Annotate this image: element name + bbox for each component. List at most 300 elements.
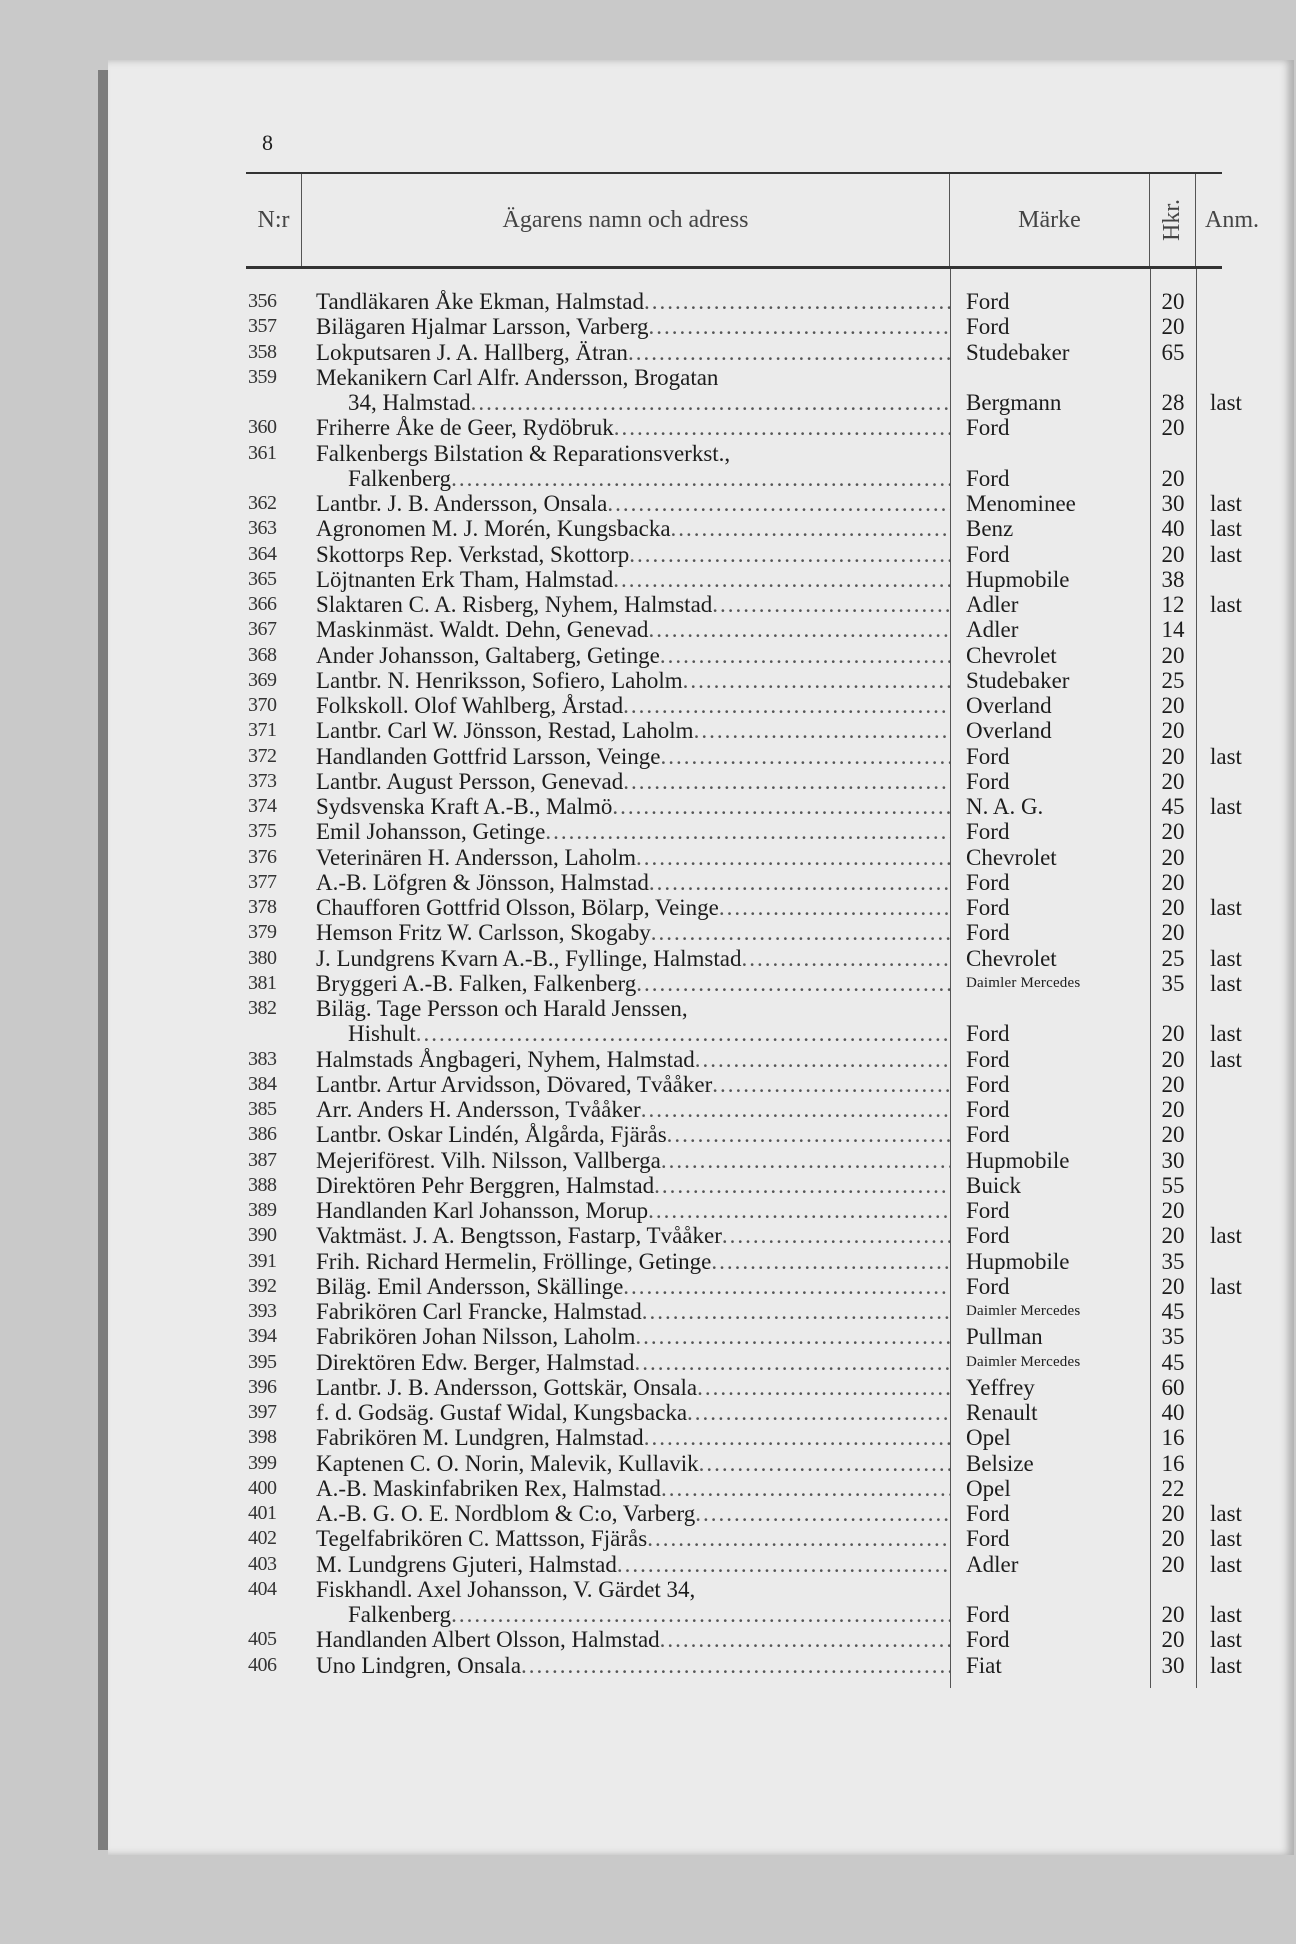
owner-name-address [302, 592, 950, 617]
leader-dots [629, 542, 950, 567]
owner-name-text: Skottorps Rep. Verkstad, Skottorp [316, 541, 630, 567]
owner-name-address [302, 1097, 950, 1122]
owner-name-text: Handlanden Albert Olsson, Halmstad [316, 1627, 660, 1653]
owner-name-address [302, 617, 950, 642]
owner-name-text: Ander Johansson, Galtaberg, Getinge [316, 642, 660, 668]
horsepower: 20 [1161, 1198, 1185, 1223]
owner-name-address [302, 390, 950, 415]
row-number: 403 [248, 1552, 277, 1575]
leader-dots [614, 415, 950, 440]
car-make: Ford [966, 768, 1010, 794]
leader-dots [623, 1274, 950, 1299]
remark: last [1210, 895, 1242, 920]
row-number: 398 [248, 1426, 277, 1449]
row-number: 397 [248, 1401, 277, 1423]
table-row [246, 1476, 1222, 1501]
header-hp [1150, 174, 1196, 266]
car-make: Menominee [966, 491, 1076, 516]
leader-dots [654, 1173, 950, 1198]
owner-name-text: Agronomen M. J. Morén, Kungsbacka [316, 516, 671, 542]
owner-name-address [302, 668, 950, 693]
leader-dots [623, 693, 950, 718]
table-row [246, 1400, 1222, 1425]
row-number [246, 1021, 302, 1046]
horsepower [1150, 365, 1196, 390]
table-row [246, 491, 1242, 516]
leader-dots [687, 1400, 950, 1425]
horsepower: 45 [1161, 1299, 1185, 1324]
horsepower: 40 [1161, 516, 1185, 542]
remark [1196, 1198, 1268, 1223]
owner-name-text: Maskinmäst. Waldt. Dehn, Genevad [316, 617, 649, 643]
remark: last [1210, 541, 1242, 567]
row-number: 357 [248, 315, 277, 338]
leader-dots [647, 1526, 950, 1551]
owner-name-text: 34, Halmstad [348, 390, 471, 415]
car-make [950, 1577, 1150, 1602]
owner-name-address [302, 1173, 950, 1198]
car-make: Adler [966, 1551, 1019, 1577]
car-make: Belsize [966, 1450, 1034, 1476]
remark [1196, 441, 1268, 466]
remark [1196, 617, 1268, 642]
owner-name-address [302, 516, 950, 541]
car-make: Overland [966, 718, 1052, 744]
leader-dots [451, 466, 950, 491]
table-row [246, 845, 1222, 870]
table-row [246, 441, 1222, 466]
horsepower: 20 [1161, 289, 1185, 314]
owner-name-text: Mejeriförest. Vilh. Nilsson, Vallberga [316, 1147, 661, 1173]
table-row [246, 870, 1222, 895]
remark [1196, 1324, 1268, 1349]
remark [1196, 643, 1268, 668]
owner-name-text: Lantbr. Artur Arvidsson, Dövared, Tvååker [316, 1071, 713, 1097]
owner-name-text: A.-B. G. O. E. Nordblom & C:o, Varberg [316, 1501, 696, 1526]
car-make: Ford [966, 465, 1010, 491]
horsepower: 35 [1161, 1324, 1185, 1350]
table-row [246, 668, 1222, 693]
row-number: 367 [248, 618, 277, 641]
leader-dots [722, 1223, 950, 1248]
leader-dots [648, 617, 950, 642]
horsepower: 20 [1161, 314, 1185, 340]
horsepower: 40 [1161, 1400, 1185, 1425]
car-make [950, 365, 1150, 390]
owner-name-text: Lantbr. J. B. Andersson, Gottskär, Onsala [316, 1374, 698, 1400]
remark: last [1210, 1627, 1242, 1653]
owner-name-text: Fabrikören M. Lundgren, Halmstad [316, 1425, 644, 1451]
remark [1196, 415, 1268, 440]
table-row [246, 1425, 1222, 1450]
car-make: Hupmobile [966, 566, 1070, 592]
remark [1196, 1375, 1268, 1400]
owner-name-address [302, 744, 950, 769]
leader-dots [636, 971, 950, 996]
car-make: Ford [966, 1198, 1010, 1223]
row-number: 404 [248, 1577, 277, 1600]
owner-name-address [302, 1577, 950, 1602]
owner-name-text: Folkskoll. Olof Wahlberg, Årstad [316, 693, 624, 718]
owner-name-text: Direktören Edw. Berger, Halmstad [316, 1349, 635, 1375]
table-row [246, 1577, 1222, 1602]
owner-name-address [302, 769, 950, 794]
owner-name-address [302, 1274, 950, 1299]
table-row [246, 1602, 1242, 1627]
remark: last [1210, 1021, 1242, 1047]
car-make [950, 441, 1150, 466]
remark [1196, 1148, 1268, 1173]
table-row [246, 617, 1222, 642]
owner-name-address [302, 1400, 950, 1425]
table-row [246, 945, 1242, 971]
horsepower: 20 [1161, 541, 1185, 567]
car-make: Yeffrey [966, 1374, 1035, 1400]
car-make: Ford [966, 895, 1010, 920]
leader-dots [613, 567, 950, 592]
owner-name-address [302, 920, 950, 945]
leader-dots [651, 920, 950, 945]
owner-name-address [302, 1021, 950, 1046]
leader-dots [671, 516, 950, 541]
horsepower: 20 [1161, 642, 1185, 668]
owner-name-address [302, 1476, 950, 1501]
row-number [246, 390, 302, 415]
owner-name-address [302, 1627, 950, 1652]
leader-dots [661, 744, 951, 769]
owner-name-text: M. Lundgrens Gjuteri, Halmstad [316, 1551, 617, 1577]
owner-name-address [302, 1451, 950, 1476]
owner-name-text: Hemson Fritz W. Carlsson, Skogaby [316, 920, 651, 946]
horsepower: 20 [1161, 465, 1185, 491]
table-row [246, 390, 1242, 415]
table-row [246, 643, 1222, 668]
car-make: Chevrolet [966, 844, 1057, 870]
row-number: 395 [248, 1350, 277, 1373]
remark [1196, 1072, 1268, 1097]
horsepower: 20 [1161, 1071, 1185, 1097]
table-row [246, 1299, 1222, 1324]
owner-name-text: Löjtnanten Erk Tham, Halmstad [316, 566, 614, 592]
row-number: 390 [248, 1224, 277, 1247]
row-number: 379 [248, 921, 277, 944]
remark [1196, 819, 1268, 844]
car-make [950, 996, 1150, 1021]
row-number: 370 [248, 694, 277, 716]
owner-name-text: Fabrikören Carl Francke, Halmstad [316, 1299, 642, 1324]
owner-name-text: Uno Lindgren, Onsala [316, 1652, 522, 1678]
car-make: Ford [966, 1021, 1010, 1047]
car-make: Studebaker [966, 339, 1070, 365]
remark: last [1210, 794, 1242, 819]
horsepower: 45 [1161, 794, 1185, 819]
row-number: 356 [248, 290, 277, 312]
table-row [246, 1046, 1242, 1072]
horsepower [1150, 441, 1196, 466]
row-number: 402 [248, 1527, 277, 1550]
row-number: 401 [248, 1502, 277, 1524]
remark [1196, 769, 1268, 794]
row-number: 360 [248, 416, 277, 439]
remark: last [1210, 390, 1242, 415]
leader-dots [471, 390, 950, 415]
table-row [246, 1451, 1222, 1476]
remark: last [1210, 1223, 1242, 1249]
car-make: Ford [966, 1046, 1010, 1072]
owner-name-text: J. Lundgrens Kvarn A.-B., Fyllinge, Halmstad [316, 945, 742, 971]
owner-name-address [302, 1047, 950, 1072]
leader-dots [617, 1552, 950, 1577]
horsepower: 45 [1161, 1349, 1185, 1375]
car-make: Opel [966, 1475, 1011, 1501]
leader-dots [644, 1425, 950, 1450]
table-row [246, 1148, 1222, 1173]
owner-name-address [302, 415, 950, 440]
owner-name-text: Hishult [348, 1021, 416, 1047]
remark: last [1210, 1526, 1242, 1552]
table-row [246, 996, 1222, 1021]
owner-name-address [302, 441, 950, 466]
horsepower: 20 [1161, 1526, 1185, 1552]
owner-name-text: Lantbr. Oskar Lindén, Ålgårda, Fjärås [316, 1122, 667, 1148]
leader-dots [711, 1249, 950, 1274]
table-row [246, 895, 1242, 920]
owner-name-text: Falkenberg [348, 1602, 452, 1627]
owner-name-address [302, 542, 950, 567]
table-row [246, 592, 1242, 617]
remark [1196, 1299, 1268, 1324]
owner-name-text: Lantbr. Carl W. Jönsson, Restad, Laholm [316, 718, 694, 744]
page-number: 8 [262, 130, 273, 155]
owner-name-text: Fabrikören Johan Nilsson, Laholm [316, 1324, 636, 1350]
table-row [246, 920, 1222, 945]
horsepower: 30 [1161, 1652, 1185, 1678]
table-row [246, 769, 1222, 794]
row-number: 396 [248, 1375, 277, 1398]
car-make: Ford [966, 1097, 1010, 1122]
horsepower: 20 [1161, 869, 1185, 895]
car-make: Ford [966, 289, 1010, 314]
row-number: 405 [248, 1628, 277, 1651]
owner-name-text: Handlanden Karl Johansson, Morup [316, 1198, 649, 1223]
owner-name-address [302, 971, 950, 996]
remark [1196, 1476, 1268, 1501]
remark [1196, 466, 1268, 491]
owner-name-address [302, 1501, 950, 1526]
remark [1196, 996, 1268, 1021]
row-number: 373 [248, 769, 277, 792]
table-row [246, 1072, 1222, 1097]
leader-dots [628, 340, 950, 365]
owner-name-text: Arr. Anders H. Andersson, Tvååker [316, 1097, 641, 1122]
row-number: 358 [248, 340, 277, 363]
leader-dots [607, 491, 950, 516]
car-make: Chevrolet [966, 945, 1057, 971]
remark [1196, 314, 1268, 339]
remark [1196, 365, 1268, 390]
owner-name-text: Emil Johansson, Getinge [316, 819, 546, 845]
row-number: 371 [248, 719, 277, 742]
owner-name-text: Lantbr. August Persson, Genevad [316, 768, 624, 794]
table-row [246, 1324, 1222, 1349]
horsepower: 20 [1161, 415, 1185, 441]
remark [1196, 1577, 1268, 1602]
row-number: 366 [248, 593, 277, 615]
remark [1196, 1350, 1268, 1375]
table-row [246, 718, 1222, 743]
remark [1196, 920, 1268, 945]
row-number: 380 [248, 946, 277, 969]
horsepower: 20 [1161, 1627, 1185, 1653]
owner-name-text: Friherre Åke de Geer, Rydöbruk [316, 415, 614, 441]
owner-name-address [302, 1299, 950, 1324]
leader-dots [697, 1375, 950, 1400]
leader-dots [636, 845, 950, 870]
leader-dots [667, 1122, 950, 1147]
row-number: 389 [248, 1199, 277, 1221]
row-number: 400 [248, 1476, 277, 1499]
leader-dots [660, 1627, 950, 1652]
owner-name-address [302, 1122, 950, 1147]
owner-name-address [302, 1602, 950, 1627]
owner-name-text: Tegelfabrikören C. Mattsson, Fjärås [316, 1526, 648, 1552]
horsepower [1150, 1577, 1196, 1602]
table-row [246, 340, 1222, 365]
horsepower: 22 [1161, 1475, 1185, 1501]
owner-name-text: Kaptenen C. O. Norin, Malevik, Kullavik [316, 1450, 699, 1476]
horsepower: 25 [1161, 667, 1185, 693]
owner-name-address [302, 718, 950, 743]
row-number: 388 [248, 1173, 277, 1196]
row-number: 381 [248, 971, 277, 994]
row-number [246, 1602, 302, 1627]
remark: last [1210, 1501, 1242, 1526]
horsepower: 55 [1161, 1172, 1185, 1198]
car-make: Ford [966, 1273, 1010, 1299]
remark [1196, 1173, 1268, 1198]
table-row [246, 516, 1242, 542]
header-remark: Anm. [1205, 206, 1259, 233]
header-make: Märke [950, 174, 1150, 266]
owner-name-address [302, 1223, 950, 1248]
remark: last [1210, 1551, 1242, 1577]
owner-name-address [302, 870, 950, 895]
car-make: Pullman [966, 1324, 1043, 1350]
car-make: Ford [966, 1223, 1010, 1249]
table-row [246, 1652, 1242, 1678]
leader-dots [695, 1047, 950, 1072]
row-number: 359 [248, 365, 277, 388]
row-number: 363 [248, 517, 277, 540]
remark [1196, 1400, 1268, 1425]
row-number: 392 [248, 1274, 277, 1297]
table-row [246, 1223, 1242, 1249]
row-number: 391 [248, 1249, 277, 1272]
car-make: N. A. G. [966, 794, 1044, 819]
owner-name-text: Bilägaren Hjalmar Larsson, Varberg [316, 314, 649, 340]
remark: last [1210, 1273, 1242, 1299]
leader-dots [635, 1324, 950, 1349]
table-row [246, 1122, 1222, 1147]
table-row [246, 743, 1242, 769]
table-row [246, 466, 1222, 491]
row-number: 399 [248, 1451, 277, 1474]
horsepower: 30 [1161, 1147, 1185, 1173]
horsepower: 25 [1161, 945, 1185, 971]
horsepower [1150, 996, 1196, 1021]
row-number: 406 [248, 1653, 277, 1676]
owner-name-address [302, 693, 950, 718]
horsepower: 20 [1161, 718, 1185, 744]
owner-name-text: Biläg. Emil Andersson, Skällinge [316, 1273, 624, 1299]
leader-dots [660, 643, 950, 668]
horsepower: 35 [1161, 970, 1185, 996]
owner-name-address [302, 1653, 950, 1678]
owner-name-address [302, 895, 950, 920]
remark: last [1210, 945, 1242, 971]
owner-name-text: Slaktaren C. A. Risberg, Nyhem, Halmstad [316, 592, 713, 617]
leader-dots [741, 946, 950, 971]
owner-name-address [302, 289, 950, 314]
owner-name-address [302, 996, 950, 1021]
row-number: 372 [248, 744, 277, 767]
leader-dots [683, 668, 950, 693]
remark: last [1210, 1046, 1242, 1072]
car-make: Ford [966, 541, 1010, 567]
owner-name-text: Frih. Richard Hermelin, Fröllinge, Getinge [316, 1248, 712, 1274]
horsepower: 60 [1161, 1374, 1185, 1400]
row-number: 387 [248, 1148, 277, 1171]
horsepower: 14 [1161, 617, 1185, 643]
owner-name-address [302, 1375, 950, 1400]
row-number: 362 [248, 492, 277, 514]
owner-name-address [302, 819, 950, 844]
leader-dots [712, 592, 950, 617]
remark [1196, 1451, 1268, 1476]
owner-name-address [302, 1324, 950, 1349]
table-row [246, 970, 1242, 996]
remark [1196, 845, 1268, 870]
leader-dots [623, 769, 950, 794]
owner-name-text: Lokputsaren J. A. Hallberg, Ätran [316, 339, 628, 365]
owner-name-text: Bryggeri A.-B. Falken, Falkenberg [316, 970, 637, 996]
horsepower: 20 [1161, 768, 1185, 794]
row-number: 377 [248, 870, 277, 893]
row-number: 374 [248, 795, 277, 817]
owner-name-text: A.-B. Löfgren & Jönsson, Halmstad [316, 869, 649, 895]
horsepower: 20 [1161, 1223, 1185, 1249]
vehicle-register-table [246, 172, 1259, 1678]
table-row [246, 1249, 1222, 1274]
owner-name-address [302, 845, 950, 870]
car-make: Opel [966, 1425, 1011, 1451]
remark: last [1210, 1602, 1242, 1627]
owner-name-address [302, 1198, 950, 1223]
horsepower: 65 [1161, 339, 1185, 365]
table-row [246, 365, 1222, 390]
owner-name-text: Falkenberg [348, 465, 452, 491]
car-make: Benz [966, 516, 1014, 542]
car-make: Ford [966, 743, 1010, 769]
row-number: 368 [248, 643, 277, 666]
owner-name-text: Mekanikern Carl Alfr. Andersson, Brogatan [316, 364, 719, 390]
row-number: 386 [248, 1123, 277, 1146]
leader-dots [661, 1148, 950, 1173]
leader-dots [416, 1021, 950, 1046]
row-number: 385 [248, 1098, 277, 1120]
owner-name-address [302, 365, 950, 390]
leader-dots [642, 1299, 950, 1324]
